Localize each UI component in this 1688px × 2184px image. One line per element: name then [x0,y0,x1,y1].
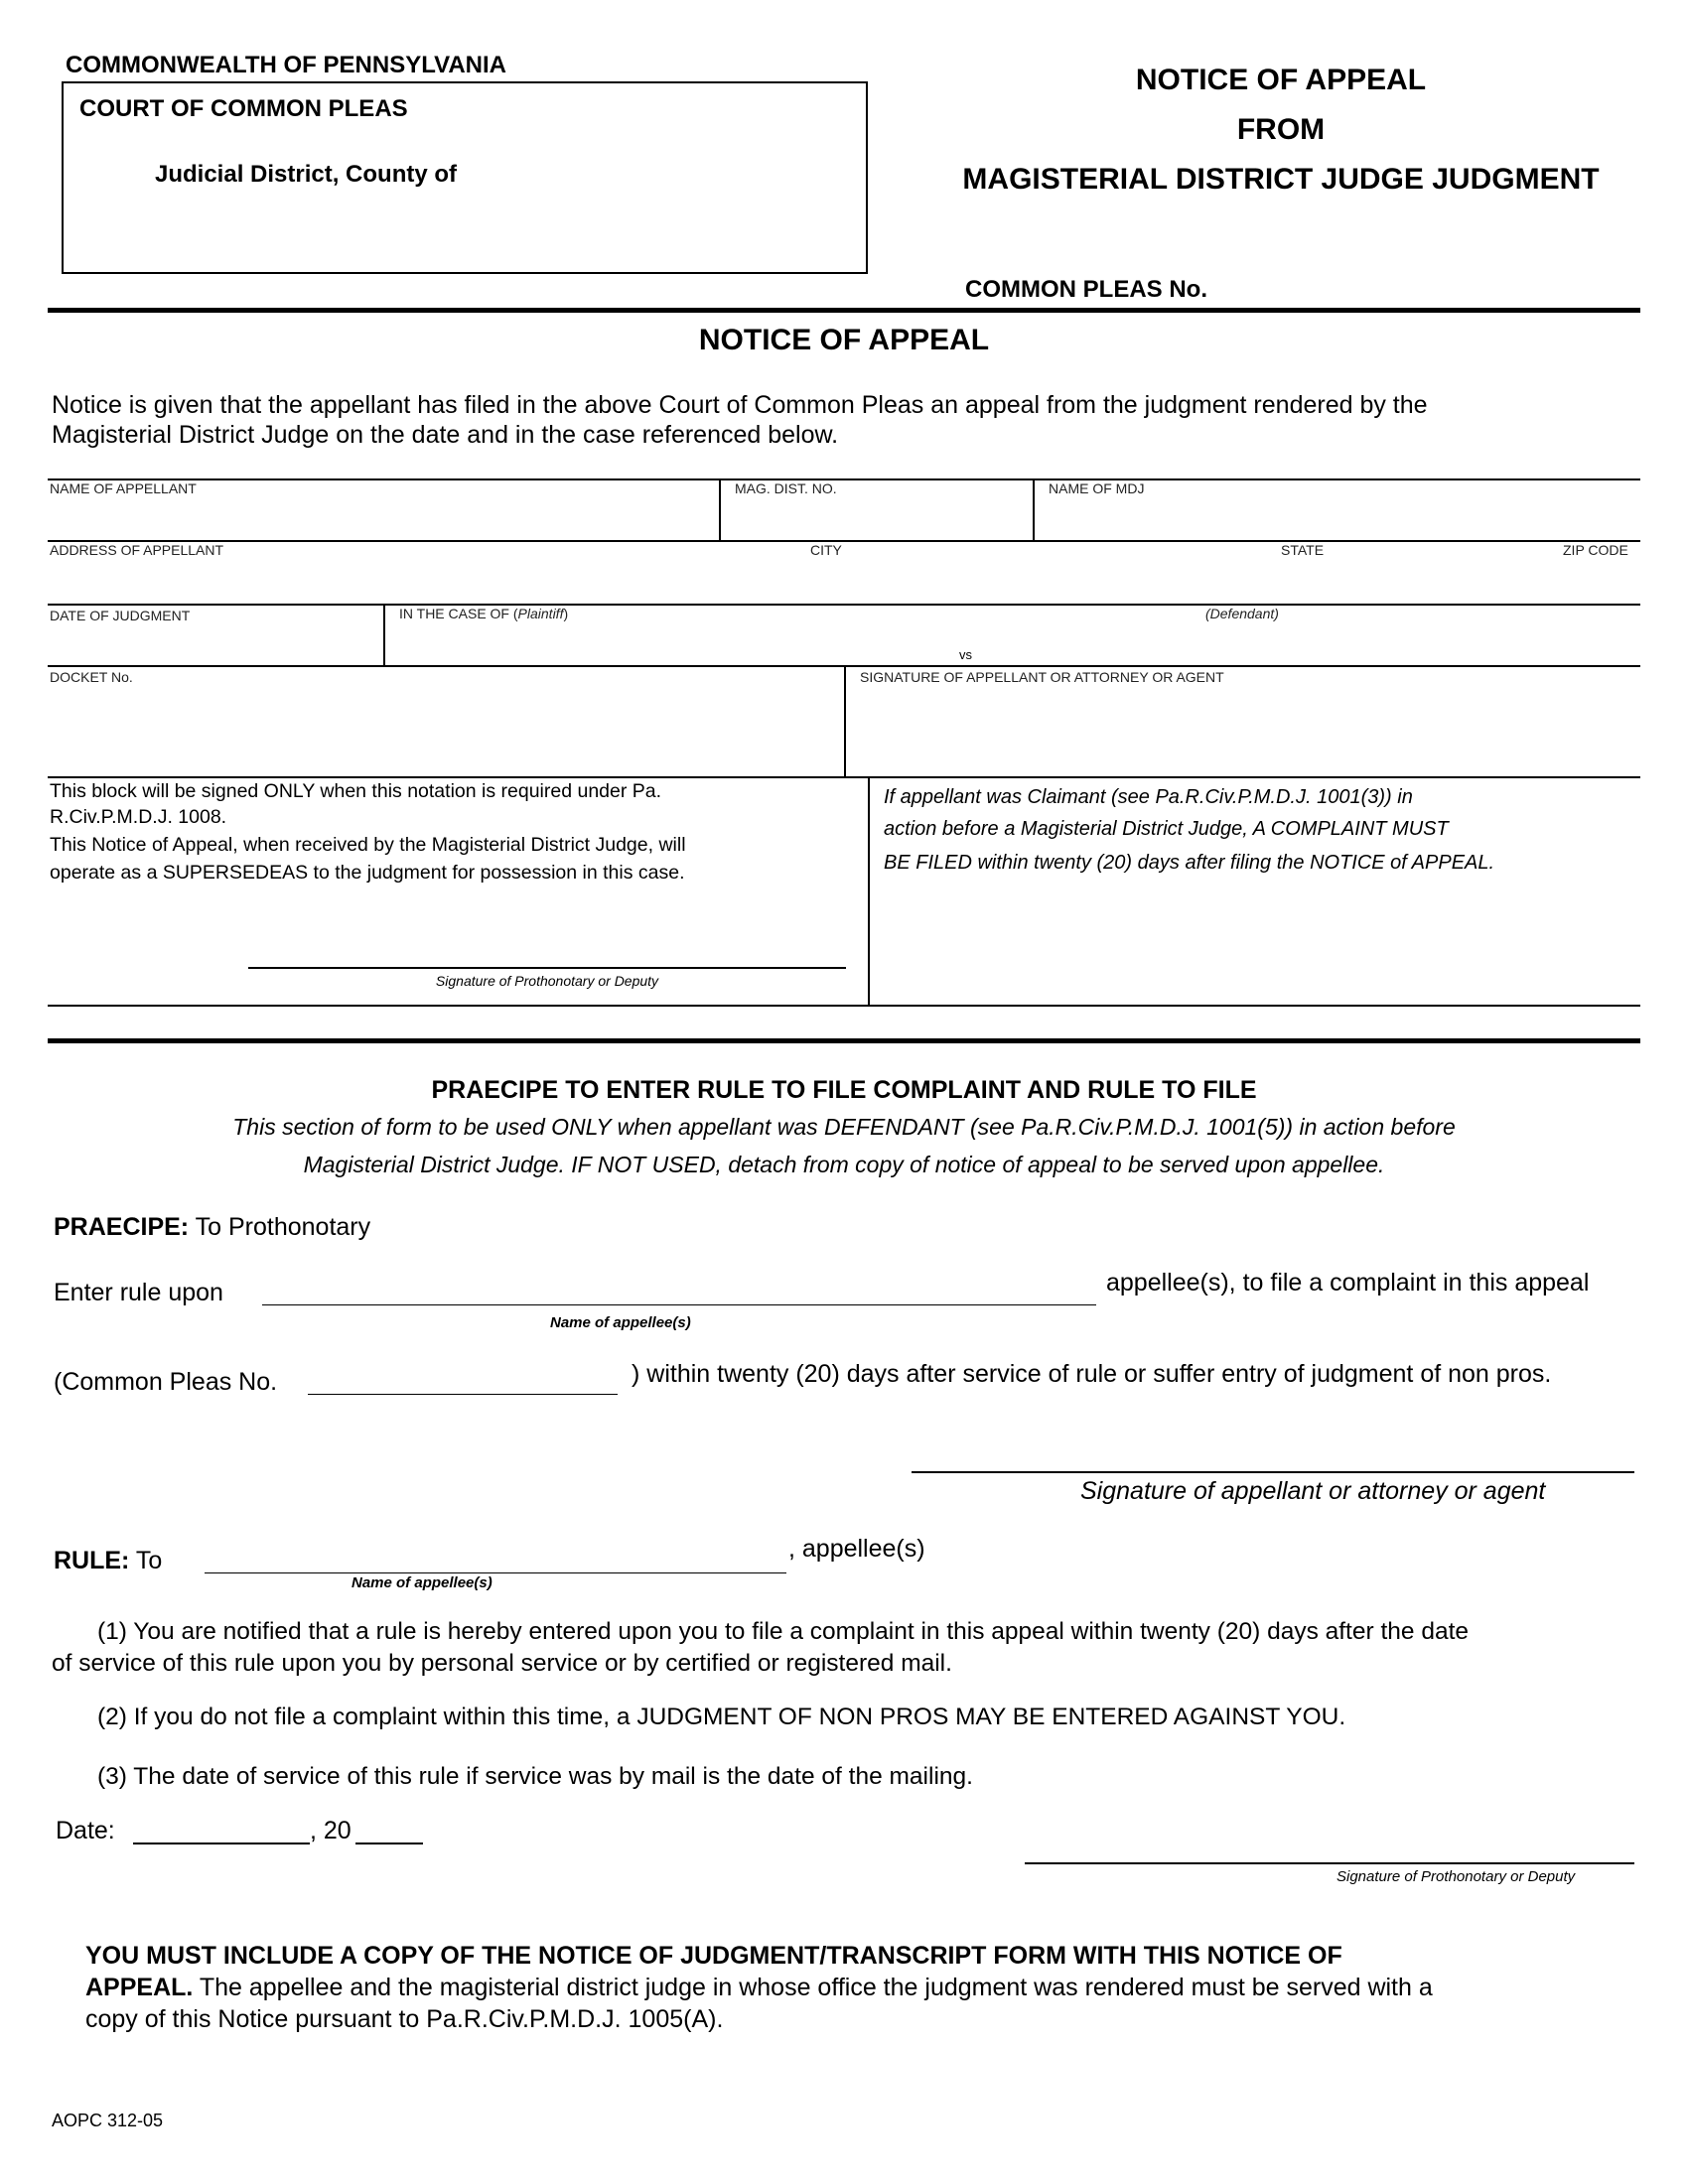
footer-line-3: copy of this Notice pursuant to Pa.R.Civ.P.M.D.J. 1005(A). [85,2005,724,2033]
supersedeas-line-3: This Notice of Appeal, when received by the Magisterial District Judge, will [50,834,686,856]
court-label: COURT OF COMMON PLEAS [79,95,408,122]
praecipe-heading: PRAECIPE TO ENTER RULE TO FILE COMPLAINT AND RULE TO FILE [431,1076,1257,1104]
zip-code-field[interactable]: ZIP CODE [1563,542,1628,558]
praecipe-subheading-line-2: Magisterial District Judge. IF NOT USED, detach from copy of notice of appeal to be served upon appellee. [303,1152,1385,1177]
footer-line-2-rest: The appellee and the magisterial district judge in whose office the judgment was rendered must be served with a [193,1974,1433,2001]
notice-intro-line-1: Notice is given that the appellant has filed in the above Court of Common Pleas an appeal from the judgment rendered by the [52,391,1428,419]
table-rule [48,478,1640,480]
common-pleas-no-label: COMMON PLEAS No. [965,276,1207,303]
date-of-judgment-field[interactable]: DATE OF JUDGMENT [50,608,191,623]
title-line-1: NOTICE OF APPEAL [1135,64,1427,96]
appellee-name-label: Name of appellee(s) [550,1314,691,1331]
form-number: AOPC 312-05 [52,2111,164,2130]
prothonotary-signature-line[interactable] [248,967,846,969]
footer-bold-line-2: APPEAL. [85,1974,194,2001]
rule-label: RULE: [54,1547,130,1574]
table-divider [383,604,385,667]
rule-item-2: (2) If you do not file a complaint within this time, a JUDGMENT OF NON PROS MAY BE ENTERED AGAINST YOU. [97,1704,1346,1730]
appellee-name-input[interactable] [262,1304,1096,1305]
name-of-mdj-field[interactable]: NAME OF MDJ [1049,480,1145,496]
footer-line-2 [85,1974,1433,2002]
vs-label: vs [959,647,972,662]
in-the-case-of-field[interactable] [399,606,568,621]
title-line-2: FROM [1236,113,1326,146]
judicial-district-label: Judicial District, County of [155,161,458,188]
in-the-case-of-label: IN THE CASE OF ( [399,606,518,621]
praecipe-to-line [54,1213,370,1242]
claimant-line-3: BE FILED within twenty (20) days after filing the NOTICE of APPEAL. [884,852,1495,874]
city-field[interactable]: CITY [810,542,842,558]
appellant-signature-label: Signature of appellant or attorney or agent [1080,1477,1546,1505]
title-line-3: MAGISTERIAL DISTRICT JUDGE JUDGMENT [962,163,1600,196]
date-input[interactable] [133,1843,310,1844]
appellee-tail-text: appellee(s), to file a complaint in this appeal [1106,1269,1590,1297]
close-paren: ) [563,606,569,621]
footer-bold-line-1: YOU MUST INCLUDE A COPY OF THE NOTICE OF JUDGMENT/TRANSCRIPT FORM WITH THIS NOTICE OF [85,1942,1342,1970]
plaintiff-label: Plaintiff [517,606,564,621]
year-input[interactable] [355,1843,423,1844]
supersedeas-line-1: This block will be signed ONLY when this notation is required under Pa. [50,780,662,802]
section-divider [48,1038,1640,1043]
rule-to-text: To [135,1547,163,1574]
rule-prothonotary-signature-line[interactable] [1025,1862,1634,1864]
commonwealth-label: COMMONWEALTH OF PENNSYLVANIA [66,52,506,78]
rule-appellee-text: , appellee(s) [788,1535,925,1563]
supersedeas-line-4: operate as a SUPERSEDEAS to the judgment for possession in this case. [50,862,685,884]
within-twenty-days-text: ) within twenty (20) days after service of rule or suffer entry of judgment of non pros. [632,1360,1552,1388]
rule-item-1-line-2: of service of this rule upon you by personal service or by certified or registered mail. [52,1650,952,1677]
rule-appellee-name-label: Name of appellee(s) [352,1574,492,1591]
signature-appellant-field[interactable]: SIGNATURE OF APPELLANT OR ATTORNEY OR AGENT [860,669,1224,685]
table-rule [48,1005,1640,1007]
praecipe-to-prothonotary: To Prothonotary [195,1213,371,1241]
enter-rule-label: Enter rule upon [54,1279,223,1306]
docket-no-field[interactable]: DOCKET No. [50,669,133,685]
header-divider [48,308,1640,313]
table-divider [868,776,870,1007]
table-rule [48,604,1640,606]
date-label: Date: [56,1817,115,1844]
notice-intro-line-2: Magisterial District Judge on the date and in the case referenced below. [52,421,839,449]
rule-item-1-line-1: (1) You are notified that a rule is hereby entered upon you to file a complaint in this appeal within twenty (20) days after the date [97,1618,1470,1645]
claimant-line-1: If appellant was Claimant (see Pa.R.Civ.P.M.D.J. 1001(3)) in [884,786,1413,808]
table-divider [719,478,721,542]
rule-prothonotary-signature-label: Signature of Prothonotary or Deputy [1336,1868,1576,1885]
notice-heading: NOTICE OF APPEAL [698,324,990,356]
claimant-line-2: action before a Magisterial District Judge, A COMPLAINT MUST [884,818,1449,840]
state-field[interactable]: STATE [1281,542,1325,558]
table-divider [844,665,846,778]
defendant-label: (Defendant) [1205,606,1279,621]
year-prefix: , 20 [310,1817,352,1844]
rule-to-line [54,1547,162,1575]
name-of-appellant-field[interactable]: NAME OF APPELLANT [50,480,197,496]
table-rule [48,540,1640,542]
rule-item-3: (3) The date of service of this rule if service was by mail is the date of the mailing. [97,1763,973,1790]
appellant-signature-line[interactable] [912,1471,1634,1473]
common-pleas-no-input[interactable] [308,1394,618,1395]
praecipe-subheading-line-1: This section of form to be used ONLY when appellant was DEFENDANT (see Pa.R.Civ.P.M.D.J. 1001(5)) in action before [232,1114,1456,1140]
praecipe-label: PRAECIPE: [54,1213,190,1241]
rule-appellee-input[interactable] [205,1572,786,1573]
mag-dist-no-field[interactable]: MAG. DIST. NO. [735,480,837,496]
address-of-appellant-field[interactable]: ADDRESS OF APPELLANT [50,542,224,558]
common-pleas-no-text: (Common Pleas No. [54,1368,278,1396]
table-divider [1033,478,1035,542]
supersedeas-line-2: R.Civ.P.M.D.J. 1008. [50,806,227,828]
prothonotary-signature-label: Signature of Prothonotary or Deputy [435,973,659,989]
